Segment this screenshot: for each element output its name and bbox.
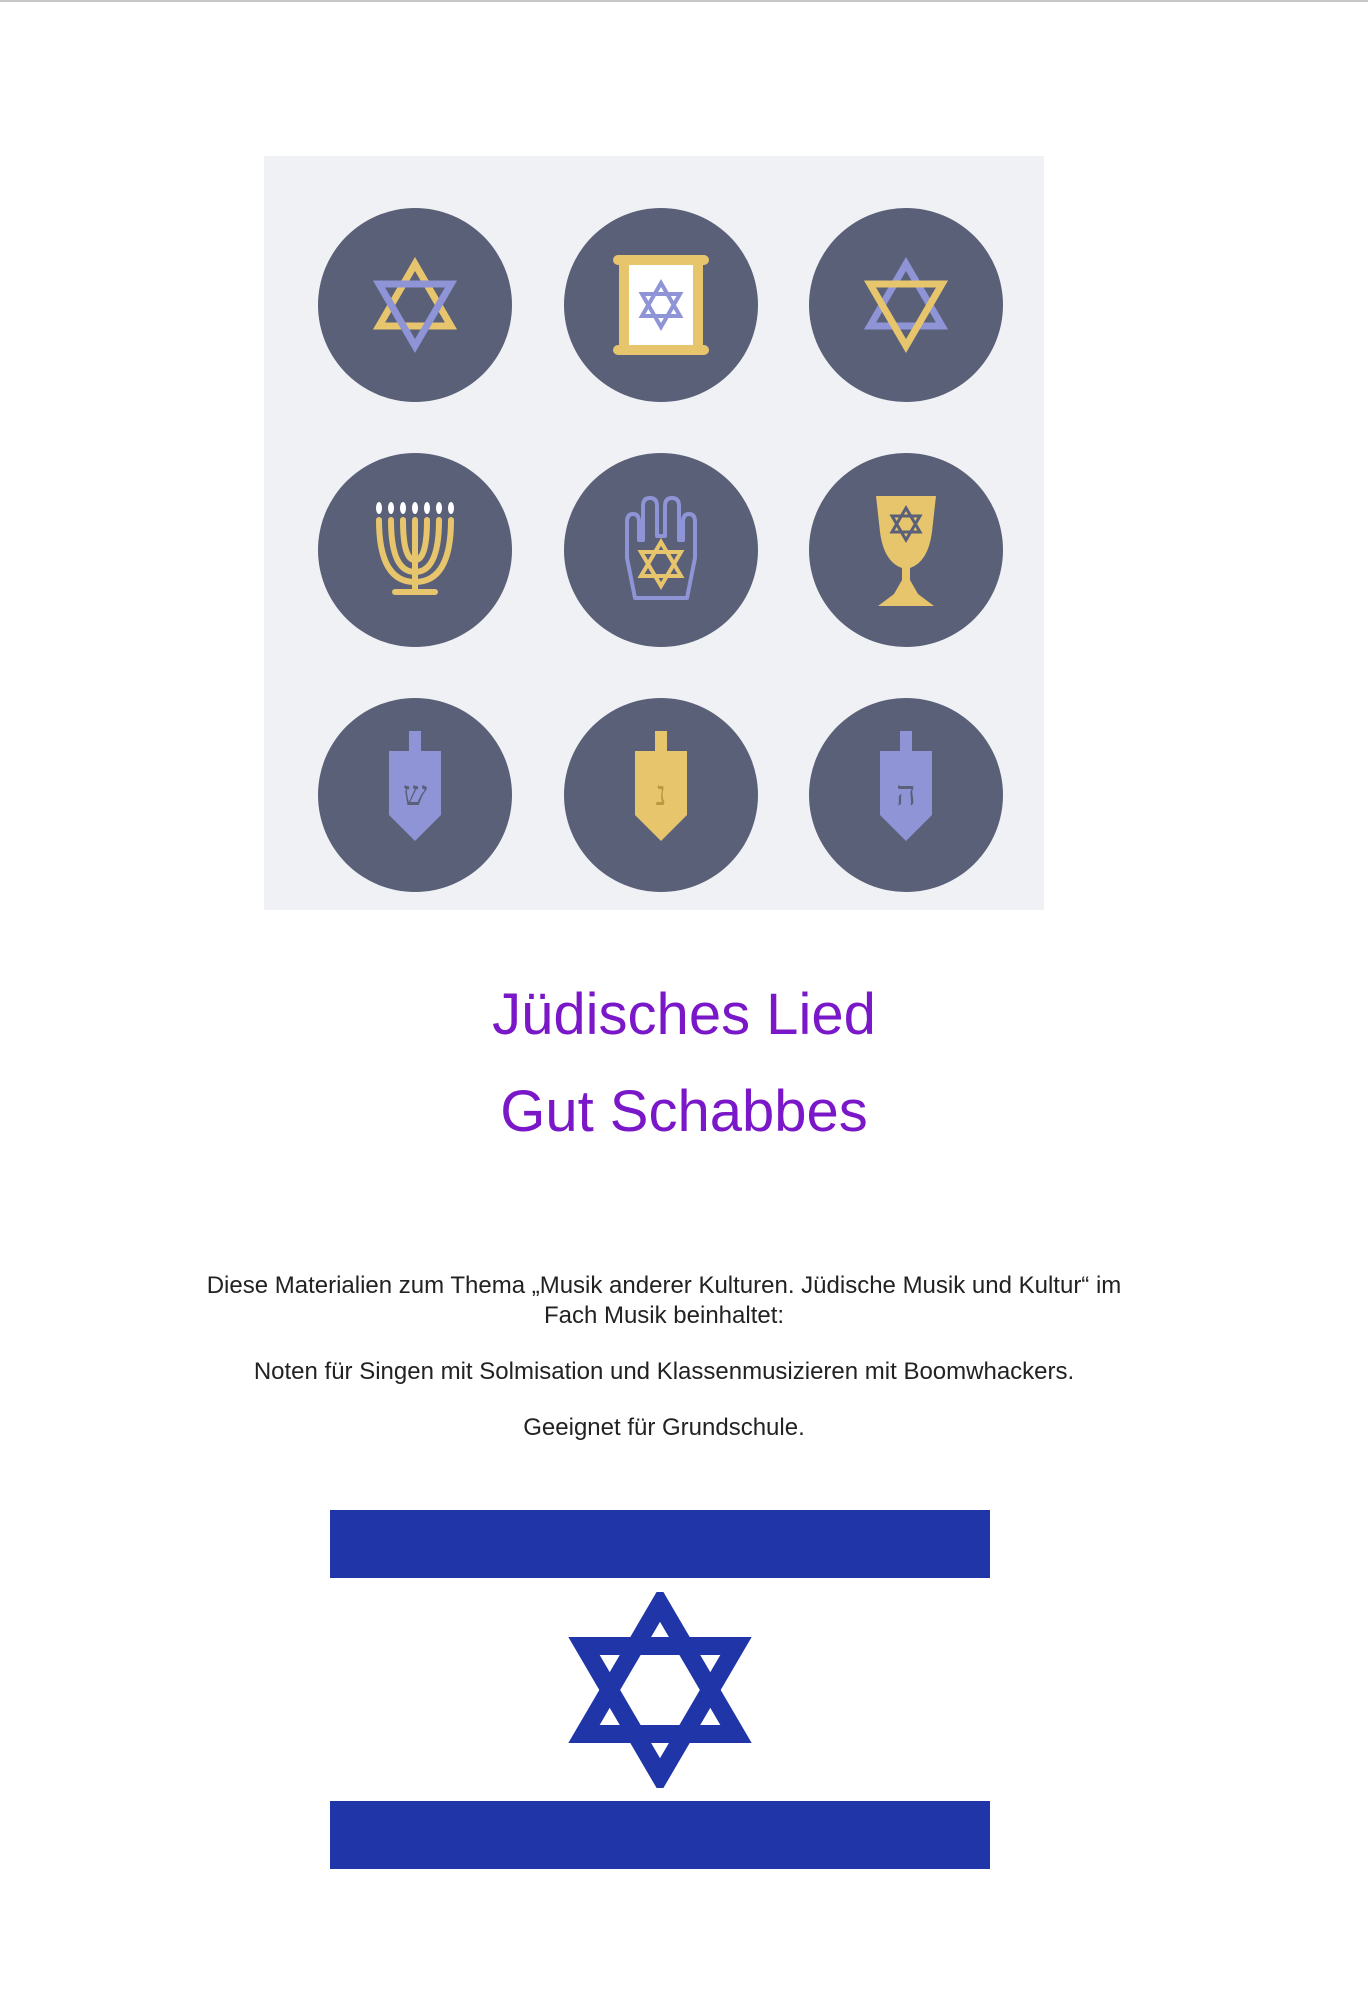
page-title-line-1: Jüdisches Lied bbox=[492, 982, 876, 1047]
kiddush-cup-icon bbox=[809, 453, 1003, 647]
star-of-david-icon bbox=[318, 208, 512, 402]
page-title-line-2: Gut Schabbes bbox=[500, 1079, 868, 1144]
menorah-icon bbox=[318, 453, 512, 647]
top-rule bbox=[0, 0, 1368, 2]
flag-top-stripe bbox=[330, 1510, 990, 1578]
star-of-david-icon bbox=[809, 208, 1003, 402]
description-contents: Noten für Singen mit Solmisation und Klassenmusizieren mit Boomwhackers. bbox=[253, 1358, 1075, 1385]
dreidel-letter-he: ה bbox=[896, 774, 916, 814]
dreidel-letter-nun: נ bbox=[655, 774, 667, 814]
description-suitability: Geeignet für Grundschule. bbox=[523, 1414, 805, 1441]
dreidel-shin-icon bbox=[318, 698, 512, 892]
description-materials: Diese Materialien zum Thema „Musik anderer Kulturen. Jüdische Musik und Kultur“ im Fach Musik beinhaltet: bbox=[206, 1272, 1122, 1329]
flag-bottom-stripe bbox=[330, 1801, 990, 1869]
dreidel-nun-icon bbox=[564, 698, 758, 892]
israel-flag bbox=[330, 1510, 990, 1872]
torah-scroll-icon bbox=[564, 208, 758, 402]
dreidel-he-icon bbox=[809, 698, 1003, 892]
dreidel-letter-shin: ש bbox=[402, 774, 428, 814]
jewish-symbols-icon-grid bbox=[264, 156, 1044, 910]
star-of-david-icon bbox=[565, 1592, 755, 1788]
hamsa-icon bbox=[564, 453, 758, 647]
